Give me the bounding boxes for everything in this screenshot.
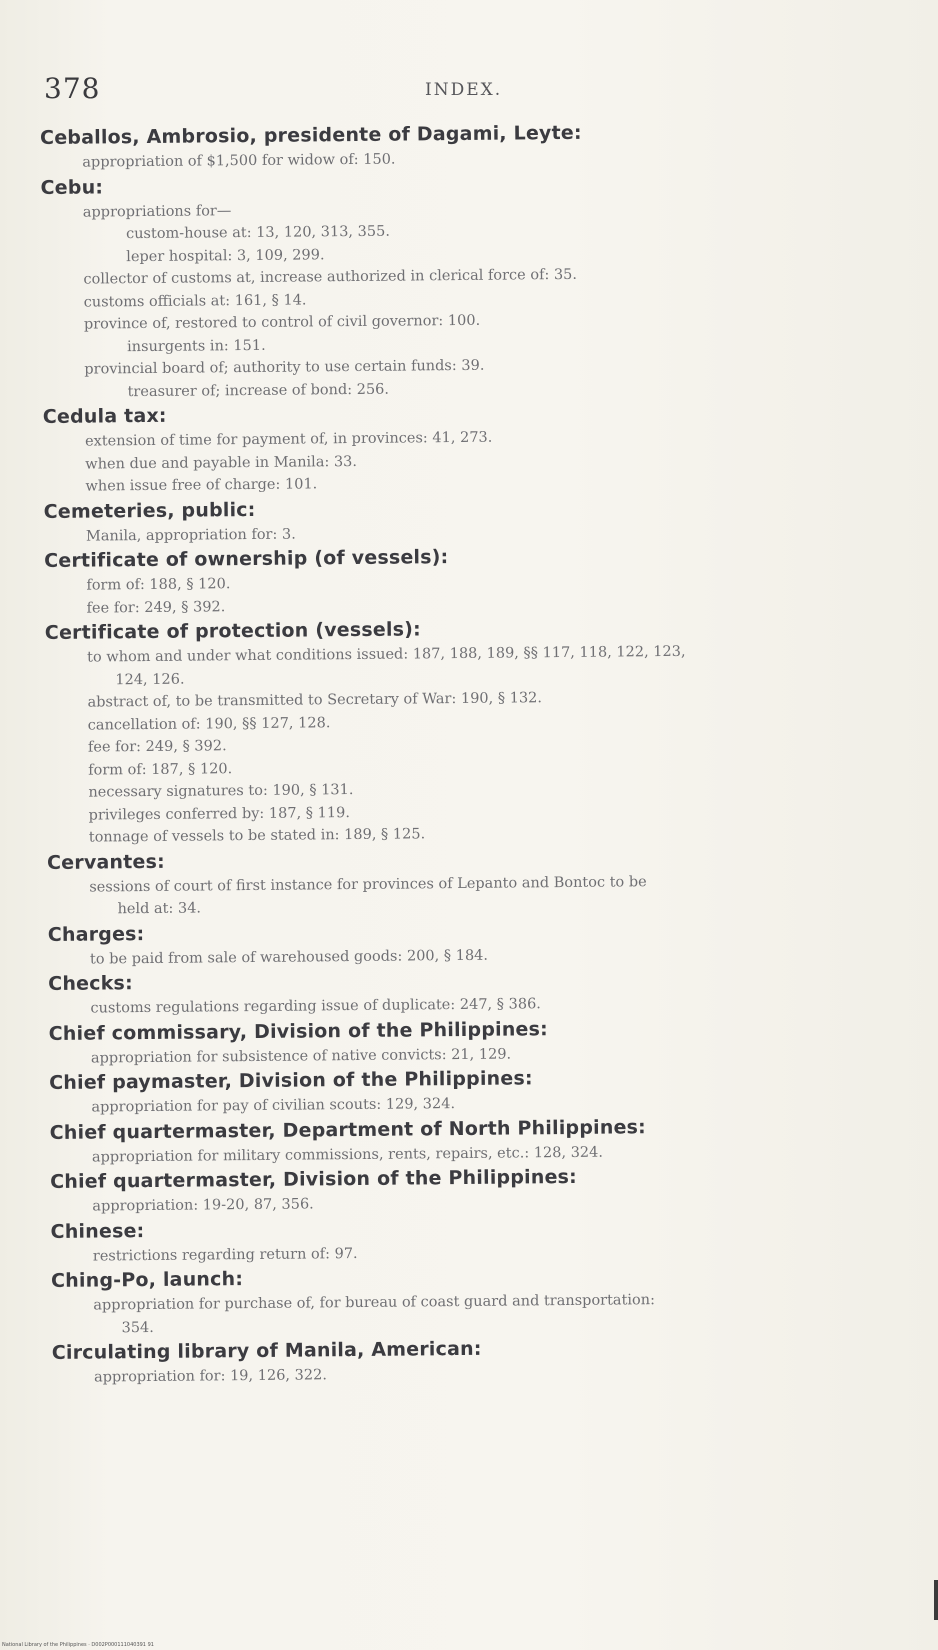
subentry: appropriation of $1,500 for widow of: 150. — [82, 151, 396, 171]
subentry: necessary signatures to: 190, § 131. — [88, 782, 354, 801]
subentry: when issue free of charge: 101. — [85, 476, 318, 495]
index-entry — [40, 166, 902, 404]
index-entry — [47, 841, 908, 921]
entry-heading: Cemeteries, public: — [43, 498, 256, 523]
index-entry — [44, 540, 905, 620]
entry-heading: Cervantes: — [46, 850, 165, 874]
entry-heading: Ceballos, Ambrosio, presidente of Dagami, Leyte: — [40, 121, 582, 149]
index-entry — [40, 117, 900, 175]
sub-subentry: custom-house at: 13, 120, 313, 355. — [125, 223, 390, 243]
entry-heading: Charges: — [47, 922, 145, 946]
subentry: customs officials at: 161, § 14. — [83, 291, 307, 311]
subentry: appropriation for: 19, 126, 322. — [93, 1367, 327, 1386]
index-entry — [45, 612, 907, 850]
entry-heading: Cebu: — [40, 175, 104, 199]
entry-heading: Chief quartermaster, Division of the Philippines: — [50, 1165, 578, 1193]
index-entry — [44, 490, 904, 548]
subentry: privileges conferred by: 187, § 119. — [88, 804, 350, 824]
subentry: appropriations for— — [82, 202, 232, 221]
page-number: 378 — [44, 72, 101, 105]
index-entry — [48, 913, 908, 971]
subentry: appropriation for subsistence of native convicts: 21, 129. — [90, 1046, 512, 1067]
entry-heading: Chief commissary, Division of the Philippines: — [48, 1017, 549, 1045]
index-entry — [52, 1332, 912, 1390]
subentry: restrictions regarding return of: 97. — [92, 1245, 358, 1265]
entry-heading: Chief quartermaster, Department of North Philippines: — [49, 1115, 647, 1144]
sub-subentry: insurgents in: 151. — [127, 337, 266, 355]
index-entry — [50, 1161, 910, 1219]
entry-heading: Circulating library of Manila, American: — [51, 1337, 482, 1364]
subentry: customs regulations regarding issue of duplicate: 247, § 386. — [90, 996, 541, 1017]
index-entry — [51, 1260, 912, 1340]
subentry: province of, restored to control of civil governor: 100. — [83, 312, 481, 333]
subentry: provincial board of; authority to use certain funds: 39. — [84, 357, 485, 378]
running-head: INDEX. — [425, 80, 503, 100]
index-entry — [48, 963, 908, 1021]
entry-heading: Cedula tax: — [42, 404, 167, 428]
entry-heading: Certificate of protection (vessels): — [44, 618, 421, 644]
entry-heading: Chief paymaster, Division of the Philippines: — [49, 1067, 533, 1094]
index-entry — [49, 1012, 909, 1070]
subentry: fee for: 249, § 392. — [87, 738, 227, 756]
index-entry — [50, 1111, 910, 1169]
subentry-continuation: held at: 34. — [117, 900, 202, 918]
subentry: form of: 188, § 120. — [86, 576, 231, 594]
entry-heading: Checks: — [48, 972, 133, 995]
subentry: Manila, appropriation for: 3. — [85, 526, 296, 545]
subentry: appropriation for military commissions, rents, repairs, etc.: 128, 324. — [91, 1144, 604, 1166]
subentry: appropriation: 19-20, 87, 356. — [92, 1196, 314, 1215]
subentry: to whom and under what conditions issued: 187, 188, 189, §§ 117, 118, 122, 123, — [87, 643, 686, 666]
index-body — [40, 117, 912, 1390]
subentry-continuation: 354. — [121, 1319, 154, 1336]
subentry: sessions of court of first instance for provinces of Lepanto and Bontoc to be — [89, 873, 647, 896]
subentry: to be paid from sale of warehoused goods: 200, § 184. — [89, 947, 489, 968]
subentry: appropriation for pay of civilian scouts: 129, 324. — [91, 1096, 456, 1116]
subentry: tonnage of vessels to be stated in: 189, § 125. — [88, 826, 426, 846]
subentry: appropriation for purchase of, for bureau of coast guard and transportation: — [93, 1292, 656, 1314]
library-footer: National Library of the Philippines · D002P000111040391 91 — [2, 1642, 154, 1648]
subentry: fee for: 249, § 392. — [86, 598, 226, 617]
subentry: collector of customs at, increase authorized in clerical force of: 35. — [83, 266, 578, 288]
index-entry — [50, 1210, 910, 1268]
entry-heading: Chinese: — [50, 1219, 145, 1243]
entry-heading: Certificate of ownership (of vessels): — [44, 546, 449, 572]
subentry: when due and payable in Manila: 33. — [85, 453, 358, 473]
subentry: extension of time for payment of, in provinces: 41, 273. — [84, 429, 493, 450]
subentry: cancellation of: 190, §§ 127, 128. — [87, 714, 331, 734]
page-edge-mark — [934, 1580, 938, 1620]
subentry-continuation: 124, 126. — [115, 671, 185, 688]
subentry: form of: 187, § 120. — [88, 760, 233, 779]
index-entry — [49, 1062, 909, 1120]
index-entry — [43, 396, 904, 499]
sub-subentry: treasurer of; increase of bond: 256. — [127, 381, 390, 400]
sub-subentry: leper hospital: 3, 109, 299. — [126, 246, 325, 265]
subentry: abstract of, to be transmitted to Secretary of War: 190, § 132. — [87, 690, 543, 711]
entry-heading: Ching-Po, launch: — [50, 1268, 244, 1292]
